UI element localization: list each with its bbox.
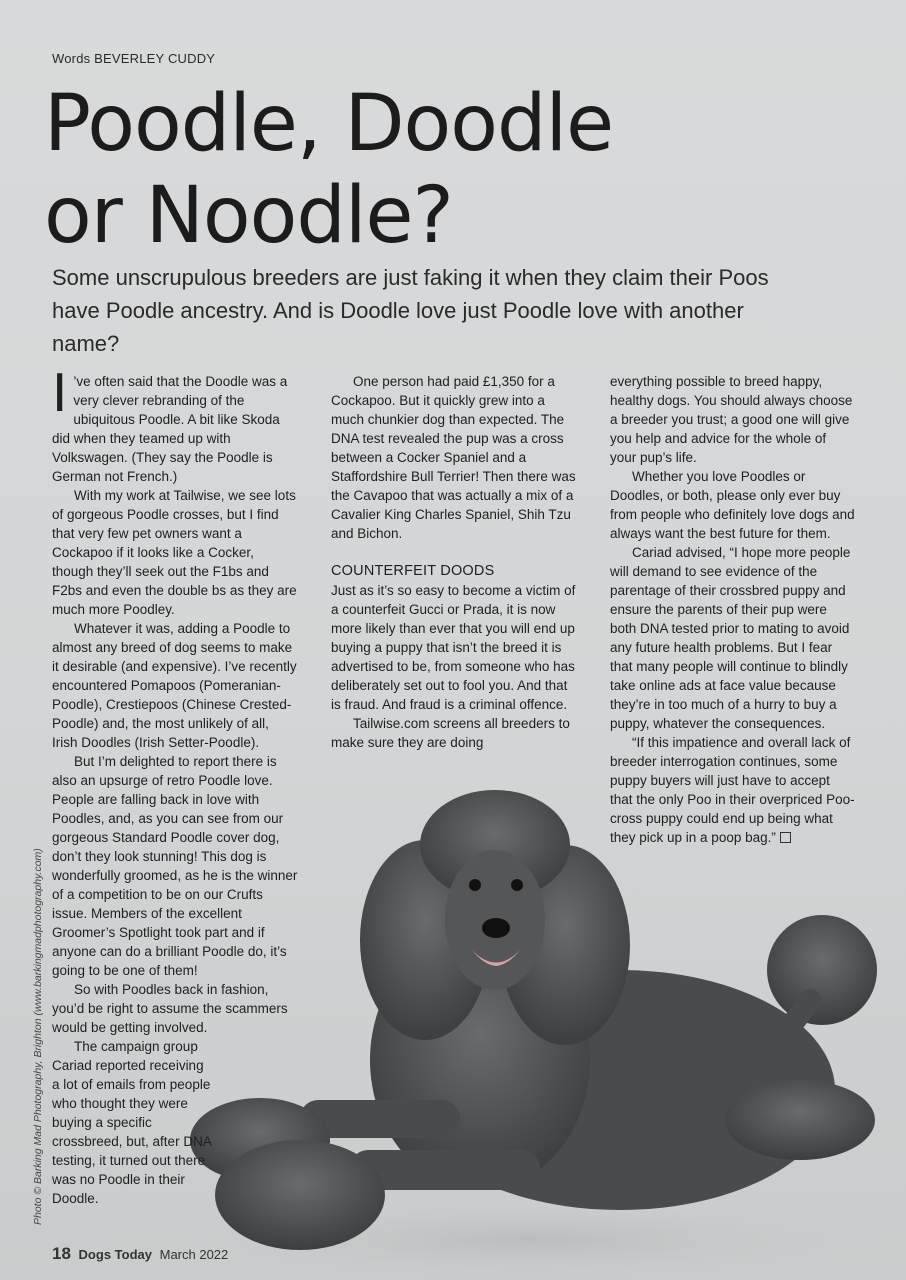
article-column-1 bbox=[52, 364, 298, 1208]
paragraph: Cariad advised, “I hope more people will demand to see evidence of the parentage of their crossbred puppy and ensure the parents of their pup were both DNA tested prior to mating to avoid any future health problems. But I fear that many people will continue to blindly take online ads at face value because they’re in too much of a hurry to buy a puppy, whatever the consequences. bbox=[610, 545, 851, 731]
paragraph: Tailwise.com screens all breeders to make sure they are doing bbox=[331, 716, 570, 750]
issue-date: March 2022 bbox=[159, 1247, 229, 1262]
eye-right bbox=[511, 879, 523, 891]
paragraph: “If this impatience and overall lack of breeder interrogation continues, some puppy buyers will just have to accept that the only Poo in their overpriced Poo-cross puppy could end up being what they pick up in a poop bag.” bbox=[610, 735, 855, 845]
headline-line-1: Poodle, Doodle bbox=[44, 79, 614, 169]
page-number: 18 bbox=[52, 1244, 71, 1263]
paragraph: Just as it’s so easy to become a victim of a counterfeit Gucci or Prada, it is now more likely than ever that you will end up buying a puppy that isn’t the breed it is advertised to be, from someone who has deliberately set out to fool you. And that is fraud. And fraud is a criminal offence. bbox=[331, 583, 576, 712]
photo-credit: Photo © Barking Mad Photography, Brighton (www.barkingmadphotography.com) bbox=[32, 848, 44, 1225]
end-mark-icon bbox=[780, 832, 791, 843]
paragraph: But I’m delighted to report there is also an upsurge of retro Poodle love. People are falling back in love with Poodles, and, as you can see from our gorgeous Standard Poodle cover dog, don’t they look stunning! This dog is wonderfully groomed, as he is the winner of a competition to be on our Crufts issue. Members of the excellent Groomer’s Spotlight took part and if anyone can do a brilliant Poodle do, it’s going to be one of them! bbox=[52, 754, 298, 978]
article-column-3 bbox=[610, 372, 856, 847]
magazine-name: Dogs Today bbox=[78, 1247, 152, 1262]
dog-nose bbox=[482, 918, 510, 938]
paragraph: The campaign group Cariad reported receiving a lot of emails from people who thought they were buying a specific crossbreed, but, after DNA testing, it turned out there was no Poodle in their Doodle. bbox=[52, 1039, 212, 1206]
page-footer bbox=[52, 1244, 228, 1264]
dropcap: I bbox=[52, 364, 68, 424]
tail-pompom bbox=[767, 915, 877, 1025]
paragraph: Whatever it was, adding a Poodle to almost any breed of dog seems to make it desirable (and expensive). I’ve recently encountered Pomapoos (Pomeranian-Poodle), Crestiepoos (Chinese Crested-Poodle) and, the most unlikely of all, Irish Doodles (Irish Setter-Poodle). bbox=[52, 621, 297, 750]
subhead: COUNTERFEIT DOODS bbox=[331, 563, 495, 579]
standfirst: Some unscrupulous breeders are just faking it when they claim their Poos have Poodle ancestry. And is Doodle love just Poodle love with another name? bbox=[52, 265, 769, 356]
article-column-2 bbox=[331, 372, 577, 752]
paragraph: everything possible to breed happy, healthy dogs. You should always choose a breeder you trust; a good one will give you help and advice for the whole of your pup’s life. bbox=[610, 374, 853, 465]
paragraph: With my work at Tailwise, we see lots of gorgeous Poodle crosses, but I find that very few pet owners want a Cockapoo if it looks like a Cocker, though they’ll seek out the F1bs and F2bs and even the double bs as they are much more Poodley. bbox=[52, 488, 297, 617]
paragraph: One person had paid £1,350 for a Cockapoo. But it quickly grew into a much chunkier dog than expected. The DNA test revealed the pup was a cross between a Cocker Spaniel and a Staffordshire Bull Terrier! Then there was the Cavapoo that was actually a mix of a Cavalier King Charles Spaniel, Shih Tzu and Bichon. bbox=[331, 374, 576, 541]
paragraph: So with Poodles back in fashion, you’d be right to assume the scammers would be getting involved. bbox=[52, 982, 288, 1035]
headline-line-2: or Noodle? bbox=[44, 171, 453, 261]
paragraph: I ’ve often said that the Doodle was a very clever rebranding of the ubiquitous Poodle. A bit like Skoda did when they teamed up with Volkswagen. (They say the Poodle is German not French.) bbox=[52, 364, 288, 484]
byline: Words BEVERLEY CUDDY bbox=[52, 51, 216, 66]
headline bbox=[44, 78, 844, 262]
hind-pompom bbox=[725, 1080, 875, 1160]
paragraph: Whether you love Poodles or Doodles, or both, please only ever buy from people who definitely love dogs and always want the best future for them. bbox=[610, 469, 855, 541]
eye-left bbox=[469, 879, 481, 891]
